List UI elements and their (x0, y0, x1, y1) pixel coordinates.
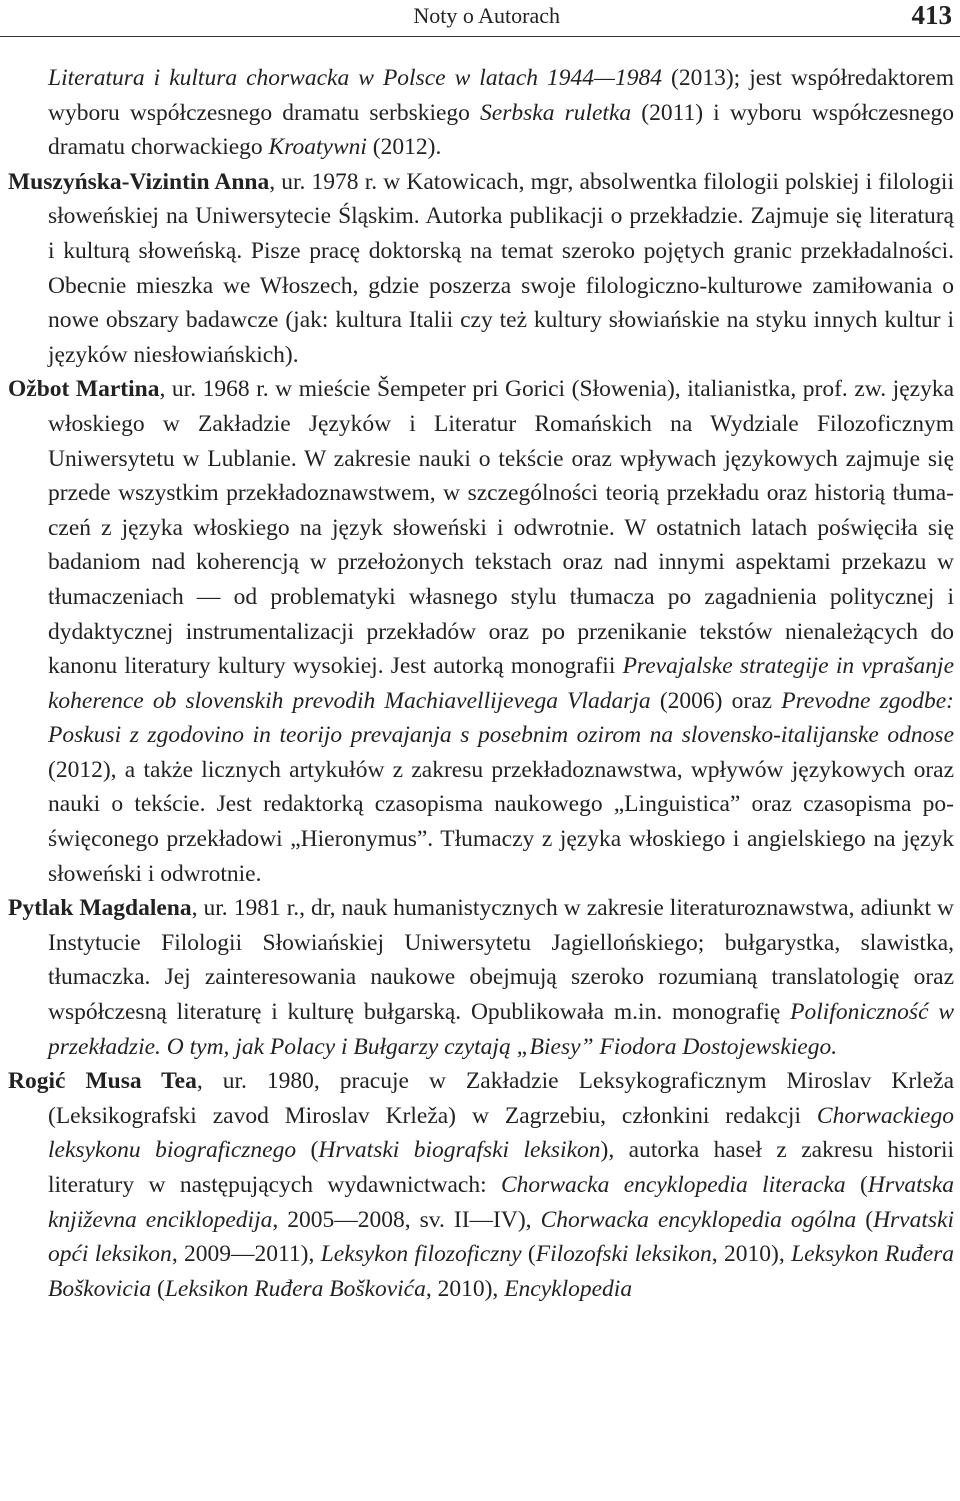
entry-text: ( (845, 1172, 868, 1198)
work-title: Literatura i kultura chorwacka w Polsce w latach 1944—1984 (48, 65, 662, 91)
work-title: Chorwackiego leksykonu biograficznego (48, 1102, 954, 1164)
entry-text: , ur. 1980, pracuje w Zakładzie Leksykograficznym Miroslav Krleža (Leksikografski zavod Miroslav Krleža) w Zagrzebiu, członkini redakcji (48, 1068, 954, 1129)
entry-text: , 2005—2008, sv. II—IV), (272, 1206, 541, 1233)
author-notes-body (8, 61, 954, 1306)
entry-text: , 2010), (425, 1275, 505, 1302)
author-entry (8, 1064, 954, 1306)
work-title: Chorwacka encyklopedia ogólna (540, 1206, 857, 1233)
entry-text: ( (521, 1241, 536, 1268)
entry-text: , ur. 1978 r. w Katowicach, mgr, absolwentka filologii polskiej i filologii słoweńskiej na Uniwersytecie Śląskim. Autorka publikacji o przekładzie. Zajmuje się literaturą i kulturą słoweńską. Pisze pracę doktorską na temat szeroko pojętych granic przekładalności. Obecnie mieszka we Włoszech, gdzie poszerza swoje filologiczno-kulturowe zamiłowania o nowe obszary badawcze (jak: kultura Italii czy też kultury słowiańskie na styku innych kultur i języków niesłowiańskich). (48, 168, 954, 368)
work-title: Chorwacka encyklopedia literacka (501, 1172, 846, 1198)
work-title: Filozofski leksikon (535, 1241, 712, 1268)
entry-text: , 2009—2011), (171, 1241, 321, 1268)
author-name: Muszyńska-Vizintin Anna (8, 168, 270, 195)
work-title: Prevodne zgodbe: Poskusi z zgodovino in teorijo prevajanja s posebnim ozirom na slovensko-italijanske odnose (48, 687, 955, 749)
author-entry (8, 891, 954, 1064)
entry-text: , 2010), (711, 1241, 792, 1268)
author-name: Rogić Musa Tea (8, 1068, 197, 1095)
work-title: Leksykon Ruđera Boškovicia (48, 1241, 955, 1302)
author-entry (8, 372, 954, 891)
work-title: Hrvatska književna enciklopedija (48, 1172, 954, 1233)
author-name: Pytlak Magdalena (8, 895, 192, 922)
entry-text: ( (151, 1275, 165, 1302)
running-title: Noty o Autorach (413, 3, 560, 28)
entry-text: ( (856, 1206, 874, 1233)
work-title: Polifoniczność w przekładzie. O tym, jak Polacy i Bułgarzy czytają „Biesy” Fiodora Dostojewskiego. (48, 999, 954, 1060)
work-title: Hrvatski biografski leksikon (318, 1137, 601, 1164)
entry-text: (2012), a także licznych artykułów z zakresu przekładoznawstwa, wpływów językowych oraz nauki o tekście. Jest redaktorką czasopisma naukowego „Linguistica” oraz czasopisma poświęconego przekładowi „Hieronymus”. Tłumaczy z języka włoskiego i angielskiego na język słoweński i odwrotnie. (48, 756, 954, 887)
work-title: Encyklopedia (504, 1275, 633, 1302)
work-title: Leksikon Ruđera Boškovića (164, 1275, 426, 1302)
author-name: Ožbot Martina (8, 376, 160, 403)
page-number: 413 (911, 0, 952, 30)
entry-text: (2011) i wyboru współczesnego dramatu chorwackiego (48, 99, 954, 161)
entry-text: (2012). (366, 134, 442, 161)
entry-text: (2013); jest współredaktorem wyboru współczesnego dramatu serbskiego (48, 65, 954, 126)
work-title: Serbska ruletka (480, 99, 632, 126)
entry-text: , ur. 1981 r., dr, nauk humanistycznych w zakresie literaturoznawstwa, adiunkt w Instytucie Filologii Słowiańskiej Uniwersytetu Jagiellońskiego; bułgarystka, slawistka, tłumaczka. Jej zainteresowania naukowe obejmują szeroko rozumianą translatologię oraz współczesną literaturę i kulturę bułgarską. Opublikowała m.in. monografię (48, 895, 954, 1026)
author-entry (8, 165, 954, 373)
entry-text: ( (296, 1137, 319, 1164)
entry-text: (2006) oraz (650, 687, 782, 714)
running-header (0, 0, 960, 37)
work-title: Prevajalske strategije in vprašanje koherence ob slovenskih prevodih Machiavellijevega Vladarja (48, 653, 955, 714)
entry-text: , ur. 1968 r. w mieście Šempeter pri Gorici (Słowenia), italianistka, prof. zw. języka włoskiego w Zakładzie Języków i Literatur Romańskich na Wydziale Filozoficznym Uniwersytetu w Lublanie. W zakresie nauki o tekście oraz wpływach językowych zajmuje się przede wszystkim przekładoznawstwem, w szczególności teorią przekładu oraz historią tłumaczeń z języka włoskiego na język słoweński i odwrotnie. W ostatnich latach poświęciła się badaniom nad koherencją w przełożonych tekstach oraz nad innymi aspektami przekazu w tłumaczeniach — od problematyki własnego stylu tłumacza po zagadnienia politycznej i dydaktycznej instrumentalizacji przekładów oraz po przenikanie tekstów nienależących do kanonu literatury kultury wysokiej. Jest autorką monografii (48, 376, 954, 680)
work-title: Hrvatski opći leksikon (48, 1206, 954, 1268)
entry-text: ), autorka haseł z zakresu historii literatury w następujących wydawnictwach: (48, 1137, 955, 1198)
work-title: Kroatywni (268, 134, 367, 161)
work-title: Leksykon filozoficzny (320, 1241, 522, 1268)
entry-continuation (8, 61, 954, 165)
